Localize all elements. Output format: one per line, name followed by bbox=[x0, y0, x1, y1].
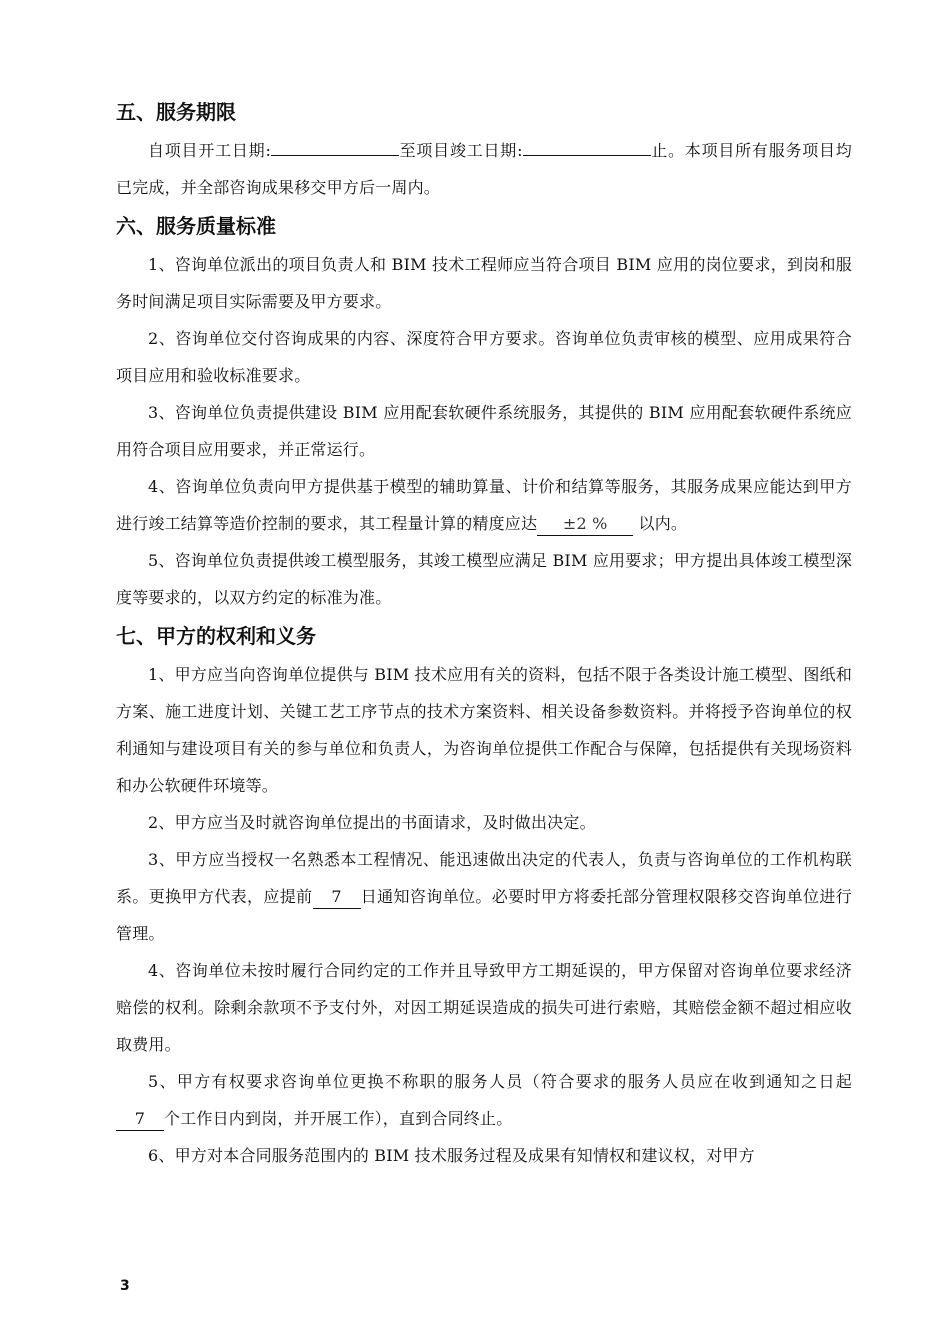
precision-value-blank: ±2 % bbox=[537, 513, 633, 536]
quality-item-3: 3、咨询单位负责提供建设 BIM 应用配套软硬件系统服务，其提供的 BIM 应用配套软硬件系统应用符合项目应用要求，并正常运行。 bbox=[116, 403, 852, 459]
client-item-2: 2、甲方应当及时就咨询单位提出的书面请求，及时做出决定。 bbox=[148, 813, 596, 832]
client-item-6: 6、甲方对本合同服务范围内的 BIM 技术服务过程及成果有知情权和建议权，对甲方 bbox=[148, 1146, 755, 1165]
text-segment: 4、咨询单位负责向甲方提供基于模型的辅助算量、计价和结算等服务，其服务成果应能达到甲方进行竣工结算等造价控制的要求，其工程量计算的精度应达 bbox=[116, 477, 852, 533]
client-item-5 bbox=[116, 1063, 852, 1137]
text-segment: 以内。 bbox=[638, 514, 688, 533]
client-item-1: 1、甲方应当向咨询单位提供与 BIM 技术应用有关的资料，包括不限于各类设计施工模型、图纸和方案、施工进度计划、关键工艺工序节点的技术方案资料、相关设备参数资料。并将授予咨询单位的权利通知与建设项目有关的参与单位和负责人，为咨询单位提供工作配合与保障，包括提供有关现场资料和办公软硬件环境等。 bbox=[116, 665, 853, 795]
client-item-3 bbox=[116, 841, 852, 952]
section-5-heading: 五、服务期限 bbox=[116, 100, 236, 124]
end-date-blank bbox=[523, 155, 651, 156]
quality-item-1: 1、咨询单位派出的项目负责人和 BIM 技术工程师应当符合项目 BIM 应用的岗位要求，到岗和服务时间满足项目实际需要及甲方要求。 bbox=[116, 255, 852, 311]
text-segment: 至项目竣工日期: bbox=[399, 141, 523, 160]
quality-item-5: 5、咨询单位负责提供竣工模型服务，其竣工模型应满足 BIM 应用要求；甲方提出具体竣工模型深度等要求的，以双方约定的标准为准。 bbox=[116, 551, 853, 607]
text-segment: 3、甲方应当授权一名熟悉本工程情况、能迅速做出决定的代表人，负责与咨询单位的工作机构联系。更换甲方代表，应提前 bbox=[116, 850, 852, 906]
start-date-blank bbox=[271, 155, 399, 156]
text-segment: 日通知咨询单位。必要时甲方将委托部分管理权限移交咨询单位进行管理。 bbox=[116, 887, 852, 943]
notice-days-blank: 7 bbox=[313, 886, 361, 909]
page-content bbox=[116, 92, 852, 1174]
page-number: 3 bbox=[120, 1278, 130, 1294]
section-7-heading: 七、甲方的权利和义务 bbox=[116, 624, 316, 648]
workdays-blank: 7 bbox=[116, 1108, 164, 1131]
text-segment: 5、甲方有权要求咨询单位更换不称职的服务人员（符合要求的服务人员应在收到通知之日起 bbox=[148, 1072, 852, 1091]
client-item-4: 4、咨询单位未按时履行合同约定的工作并且导致甲方工期延误的，甲方保留对咨询单位要求经济赔偿的权利。除剩余款项不予支付外，对因工期延误造成的损失可进行索赔，其赔偿金额不超过相应收取费用。 bbox=[116, 961, 852, 1054]
quality-item-2: 2、咨询单位交付咨询成果的内容、深度符合甲方要求。咨询单位负责审核的模型、应用成果符合项目应用和验收标准要求。 bbox=[116, 329, 852, 385]
section-6-heading: 六、服务质量标准 bbox=[116, 214, 276, 238]
text-segment: 自项目开工日期: bbox=[148, 141, 272, 160]
service-period-paragraph bbox=[116, 132, 852, 206]
text-segment: 止。本项目所有服务项目均已完成，并全部咨询成果移交甲方后一周内。 bbox=[116, 141, 853, 197]
text-segment: 个工作日内到岗，并开展工作），直到合同终止。 bbox=[164, 1109, 513, 1128]
quality-item-4 bbox=[116, 468, 852, 542]
